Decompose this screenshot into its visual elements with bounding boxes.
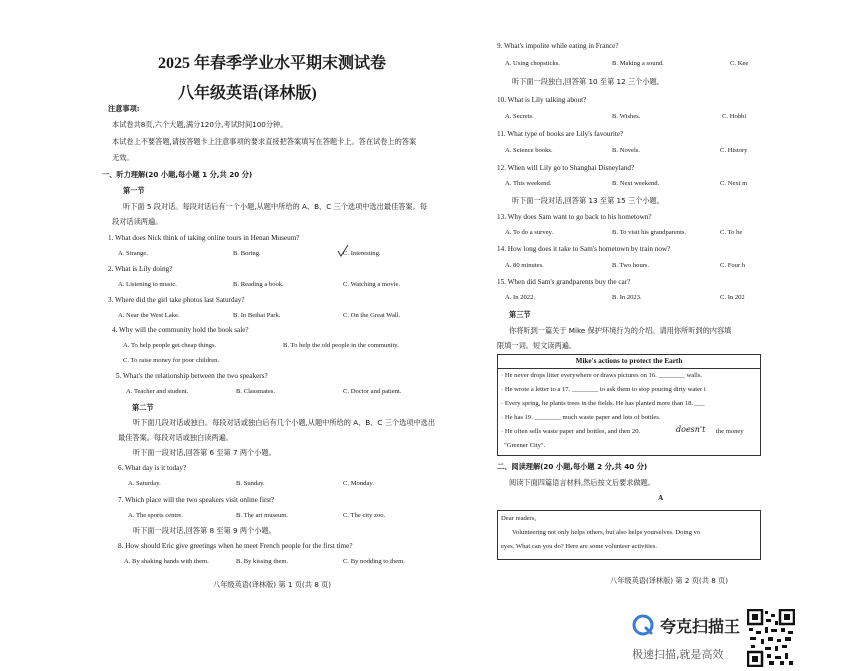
option: A. To do a survey.: [505, 229, 554, 236]
watermark-brand: 夸克扫描王: [660, 617, 741, 636]
letter-line: Dear readers,: [501, 515, 537, 522]
exam-title: 2025 年春季学业水平期末测试卷: [158, 55, 387, 72]
option: B. The art museum.: [236, 512, 289, 519]
box-line: · Every spring, he plants trees in the fields. He has planted more than 18. ___: [501, 400, 705, 407]
option: C. The city zoo.: [343, 512, 386, 519]
option: C. Doctor and patient.: [343, 388, 402, 395]
option: A. To help people get cheap things.: [123, 342, 217, 349]
option: A. Listening to music.: [118, 281, 177, 288]
exam-page-1: [0, 0, 470, 600]
option: B. Classmates.: [236, 388, 276, 395]
option: B. Two hours.: [612, 262, 650, 269]
option: C. Watching a movie.: [343, 281, 401, 288]
option: A. Teacher and student.: [126, 388, 189, 395]
box-line: · He often sells waste paper and bottles, and then 20.: [501, 428, 641, 435]
instruction: 最佳答案。每段对话或独白读两遍。: [118, 433, 234, 442]
option: A. 80 minutes.: [505, 262, 544, 269]
instruction: 限填一词。短文读两遍。: [497, 341, 577, 350]
notice-line: 本试卷上不要答题,请按答题卡上注意事项的要求直接把答案填写在答题卡上。答在试卷上的答案: [112, 137, 417, 146]
option: A. Secrets.: [505, 113, 534, 120]
option: A. This weekend.: [505, 180, 552, 187]
instruction: 段对话读两遍。: [112, 217, 163, 226]
box-line: · He never drops litter everywhere or draws pictures on 16. ________ walls.: [501, 372, 703, 379]
option: A. Strange.: [118, 250, 148, 257]
option: A. By shaking hands with them.: [124, 558, 209, 565]
option: B. In Beihai Park.: [233, 312, 281, 319]
handwritten-answer: doesn't: [676, 425, 706, 434]
question: 7. Which place will the two speakers visit online first?: [118, 496, 275, 504]
option: B. By kissing them.: [236, 558, 289, 565]
option: C. On the Great Wall.: [343, 312, 401, 319]
option: C. By nodding to them.: [343, 558, 405, 565]
part-heading: 第三节: [509, 310, 531, 319]
instruction: 听下面一段对话,回答第 6 至第 7 两个小题。: [133, 448, 276, 457]
notice-heading: 注意事项:: [108, 104, 140, 113]
exam-subtitle: 八年级英语(译林版): [178, 85, 317, 102]
question: 15. When did Sam's grandparents buy the car?: [497, 278, 631, 286]
option: A. The sports centre.: [128, 512, 183, 519]
notice-line: 本试卷共8页,六个大题,满分120分,考试时间100分钟。: [112, 120, 288, 129]
box-divider: [498, 368, 760, 369]
question: 4. Why will the community hold the book sale?: [112, 326, 249, 334]
question: 1. What does Nick think of taking online tours in Henan Museum?: [108, 234, 300, 242]
section-heading: 一、听力理解(20 小题,每小题 1 分,共 20 分): [102, 170, 253, 179]
instruction: 听下面 5 段对话。每段对话后有一个小题,从题中所给的 A、B、C 三个选项中选出最佳答案。每: [123, 202, 427, 211]
box-line: "Greener City".: [504, 442, 546, 449]
instruction: 听下面一段对话,回答第 13 至第 15 三个小题。: [512, 196, 664, 205]
question: 12. When will Lily go to Shanghai Disneyland?: [497, 164, 635, 172]
option: B. Next weekend.: [612, 180, 660, 187]
option: C. In 202: [720, 294, 745, 301]
option: B. Wishes.: [612, 113, 641, 120]
notice-line: 无效。: [112, 153, 134, 162]
option: B. Boring.: [233, 250, 261, 257]
box-line: · He has 19. ________ much waste paper and lots of bottles.: [501, 414, 661, 421]
page-footer: 八年级英语(译林版) 第 2 页(共 8 页): [610, 576, 729, 585]
letter-line: Volunteering not only helps others, but also helps yourselves. Doing vo: [512, 529, 701, 536]
option: B. To help the old people in the community.: [283, 342, 399, 349]
mike-actions-box: [497, 354, 761, 456]
section-heading: 二、阅读理解(20 小题,每小题 2 分,共 40 分): [497, 462, 648, 471]
option: C. Hobbi: [722, 113, 747, 120]
question: 3. Where did the girl take photos last Saturday?: [108, 296, 245, 304]
instruction: 阅读下面四篇语言材料,然后按文后要求做题。: [509, 478, 656, 487]
question: 8. How should Eric give greetings when he meet French people for the first time?: [118, 542, 353, 550]
question: 5. What's the relationship between the two speakers?: [116, 372, 268, 380]
option: C. Kee: [730, 60, 749, 67]
scanner-watermark: [628, 606, 860, 671]
question: 2. What is Lily doing?: [108, 265, 173, 273]
box-line: the money: [716, 428, 744, 435]
instruction: 听下面一段对话,回答第 8 至第 9 两个小题。: [133, 526, 276, 535]
passage-label: A: [658, 494, 664, 502]
option: B. Novels.: [612, 147, 641, 154]
option: B. To visit his grandparents.: [612, 229, 687, 236]
option: A. In 2022.: [505, 294, 536, 301]
option: B. In 2023.: [612, 294, 642, 301]
option: A. Using chopsticks.: [505, 60, 560, 67]
option: C. To be: [720, 229, 743, 236]
option: C. History: [720, 147, 748, 154]
instruction: 听下面一段独白,回答第 10 至第 12 三个小题。: [512, 77, 664, 86]
part-heading: 第二节: [132, 403, 154, 412]
option: A. Science books.: [505, 147, 553, 154]
question: 9. What's impolite while eating in France?: [497, 42, 619, 50]
option: C. To raise money for poor children.: [123, 357, 220, 364]
question: 14. How long does it take to Sam's hometown by train now?: [497, 245, 671, 253]
question: 10. What is Lily talking about?: [497, 96, 587, 104]
box-title: Mike's actions to protect the Earth: [575, 357, 683, 365]
instruction: 听下面几段对话或独白。每段对话或独白后有几个小题,从题中所给的 A、B、C 三个选项中选出: [133, 418, 436, 427]
question: 11. What type of books are Lily's favourite?: [497, 130, 624, 138]
box-line: · He wrote a letter to a 17. ________ to ask them to stop pouring dirty water i: [501, 386, 706, 393]
checkmark-icon: [336, 244, 350, 258]
watermark-slogan: 极速扫描,就是高效: [632, 648, 724, 661]
option: B. Sunday.: [236, 480, 265, 487]
option: C. Four h: [720, 262, 746, 269]
part-heading: 第一节: [123, 186, 145, 195]
letter-line: eyes. What can you do? Here are some volunteer activities.: [501, 543, 658, 550]
option: B. Reading a book.: [233, 281, 284, 288]
instruction: 你将听到一篇关于 Mike 保护环境行为的介绍。请用你所听到的内容填: [509, 326, 732, 335]
option: A. Saturday.: [128, 480, 161, 487]
qr-code-icon: [747, 609, 795, 667]
letter-box: [497, 510, 761, 560]
option: A. Near the West Lake.: [118, 312, 180, 319]
question: 13. Why does Sam want to go back to his hometown?: [497, 213, 652, 221]
quark-logo-icon: [632, 614, 654, 636]
option: C. Next m: [720, 180, 748, 187]
question: 6. What day is it today?: [118, 464, 187, 472]
page-footer: 八年级英语(译林版) 第 1 页(共 8 页): [213, 580, 332, 589]
option: B. Making a sound.: [612, 60, 664, 67]
option: C. Interesting.: [343, 250, 381, 257]
option: C. Monday.: [343, 480, 374, 487]
